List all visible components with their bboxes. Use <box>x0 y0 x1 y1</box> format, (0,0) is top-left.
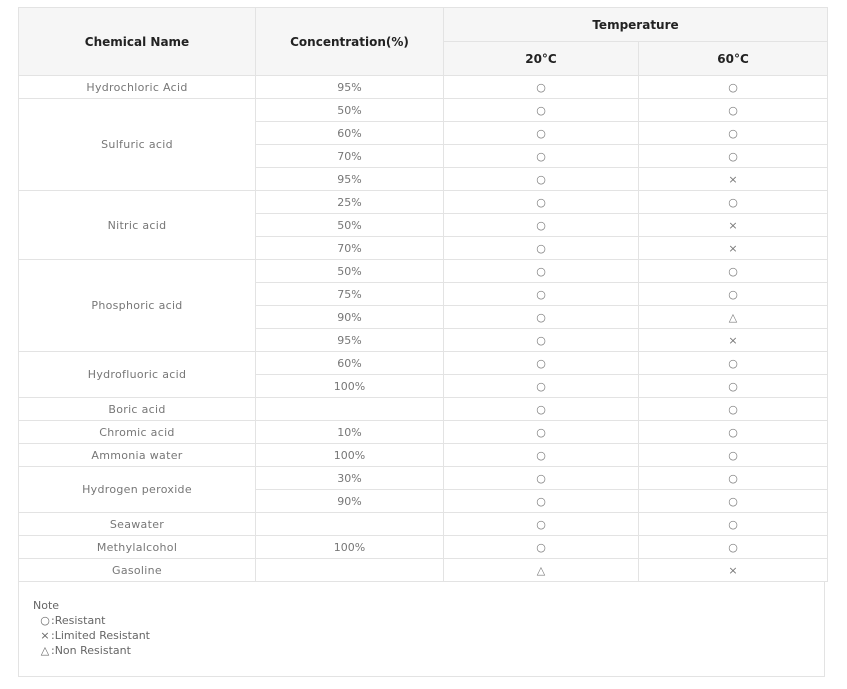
temp-60-cell: ○ <box>639 513 828 536</box>
temp-20-cell: ○ <box>444 214 639 237</box>
table-row <box>19 99 828 122</box>
chemical-name-cell: Methylalcohol <box>19 536 256 559</box>
legend-label: :Non Resistant <box>51 644 131 657</box>
concentration-cell: 90% <box>256 306 444 329</box>
table-row <box>19 444 828 467</box>
temp-60-cell: ○ <box>639 122 828 145</box>
table-row <box>19 398 828 421</box>
temp-60-cell: ○ <box>639 467 828 490</box>
concentration-cell: 95% <box>256 76 444 99</box>
limited-resistant-symbol: × <box>40 629 50 642</box>
temp-20-cell: ○ <box>444 76 639 99</box>
temp-20-cell: ○ <box>444 237 639 260</box>
chemical-name-cell: Hydrochloric Acid <box>19 76 256 99</box>
resistant-symbol: ○ <box>40 614 50 627</box>
concentration-cell: 95% <box>256 168 444 191</box>
concentration-cell: 25% <box>256 191 444 214</box>
temp-60-cell: ○ <box>639 99 828 122</box>
chemical-name-cell: Boric acid <box>19 398 256 421</box>
temp-60-cell: ○ <box>639 260 828 283</box>
temp-20-cell: ○ <box>444 467 639 490</box>
temp-60-cell: ○ <box>639 283 828 306</box>
chemical-name-cell: Seawater <box>19 513 256 536</box>
temp-60-cell: ○ <box>639 444 828 467</box>
concentration-cell: 70% <box>256 237 444 260</box>
temp-20-cell: ○ <box>444 444 639 467</box>
chemical-resistance-table <box>18 7 828 582</box>
legend-non-resistant <box>33 643 824 658</box>
header-temp-60: 60°C <box>639 42 828 76</box>
temp-60-cell: ○ <box>639 536 828 559</box>
legend-limited-resistant <box>33 628 824 643</box>
non-resistant-symbol: △ <box>40 644 50 657</box>
concentration-cell: 95% <box>256 329 444 352</box>
temp-20-cell: ○ <box>444 306 639 329</box>
table-row <box>19 352 828 375</box>
temp-20-cell: ○ <box>444 145 639 168</box>
concentration-cell: 75% <box>256 283 444 306</box>
chemical-name-cell: Hydrogen peroxide <box>19 467 256 513</box>
temp-60-cell: △ <box>639 306 828 329</box>
temp-60-cell: ○ <box>639 398 828 421</box>
concentration-cell: 90% <box>256 490 444 513</box>
legend-resistant <box>33 613 824 628</box>
temp-20-cell: ○ <box>444 352 639 375</box>
table-row <box>19 76 828 99</box>
header-chemical-name: Chemical Name <box>19 8 256 76</box>
chemical-name-cell: Hydrofluoric acid <box>19 352 256 398</box>
table-row <box>19 467 828 490</box>
temp-60-cell: ○ <box>639 490 828 513</box>
chemical-name-cell: Chromic acid <box>19 421 256 444</box>
concentration-cell: 50% <box>256 214 444 237</box>
chemical-name-cell: Nitric acid <box>19 191 256 260</box>
table-row <box>19 191 828 214</box>
note-box <box>18 582 825 677</box>
table-row <box>19 536 828 559</box>
temp-60-cell: × <box>639 559 828 582</box>
temp-20-cell: ○ <box>444 375 639 398</box>
temp-60-cell: ○ <box>639 421 828 444</box>
temp-20-cell: ○ <box>444 122 639 145</box>
legend-label: :Resistant <box>51 614 106 627</box>
temp-20-cell: ○ <box>444 421 639 444</box>
concentration-cell <box>256 398 444 421</box>
temp-20-cell: ○ <box>444 283 639 306</box>
temp-20-cell: ○ <box>444 398 639 421</box>
chemical-name-cell: Ammonia water <box>19 444 256 467</box>
temp-20-cell: ○ <box>444 513 639 536</box>
table-row <box>19 559 828 582</box>
concentration-cell: 50% <box>256 99 444 122</box>
temp-20-cell: ○ <box>444 536 639 559</box>
table-row <box>19 260 828 283</box>
header-temp-20: 20°C <box>444 42 639 76</box>
concentration-cell: 50% <box>256 260 444 283</box>
chemical-name-cell: Phosphoric acid <box>19 260 256 352</box>
temp-20-cell: ○ <box>444 260 639 283</box>
concentration-cell <box>256 559 444 582</box>
legend-label: :Limited Resistant <box>51 629 150 642</box>
temp-60-cell: × <box>639 214 828 237</box>
chemical-name-cell: Gasoline <box>19 559 256 582</box>
concentration-cell: 60% <box>256 352 444 375</box>
table-row <box>19 421 828 444</box>
table-row <box>19 513 828 536</box>
header-concentration: Concentration(%) <box>256 8 444 76</box>
temp-60-cell: ○ <box>639 352 828 375</box>
temp-60-cell: × <box>639 168 828 191</box>
temp-60-cell: ○ <box>639 375 828 398</box>
table-body <box>19 76 828 582</box>
chemical-name-cell: Sulfuric acid <box>19 99 256 191</box>
temp-60-cell: ○ <box>639 76 828 99</box>
temp-20-cell: ○ <box>444 191 639 214</box>
temp-20-cell: ○ <box>444 490 639 513</box>
temp-60-cell: ○ <box>639 191 828 214</box>
temp-60-cell: × <box>639 329 828 352</box>
temp-20-cell: ○ <box>444 168 639 191</box>
concentration-cell: 10% <box>256 421 444 444</box>
temp-20-cell: △ <box>444 559 639 582</box>
concentration-cell <box>256 513 444 536</box>
temp-60-cell: × <box>639 237 828 260</box>
temp-20-cell: ○ <box>444 99 639 122</box>
concentration-cell: 100% <box>256 375 444 398</box>
concentration-cell: 60% <box>256 122 444 145</box>
concentration-cell: 100% <box>256 444 444 467</box>
header-temperature: Temperature <box>444 8 828 42</box>
concentration-cell: 30% <box>256 467 444 490</box>
temp-20-cell: ○ <box>444 329 639 352</box>
temp-60-cell: ○ <box>639 145 828 168</box>
concentration-cell: 70% <box>256 145 444 168</box>
resistance-table-container <box>18 7 827 677</box>
note-title: Note <box>33 599 60 612</box>
concentration-cell: 100% <box>256 536 444 559</box>
